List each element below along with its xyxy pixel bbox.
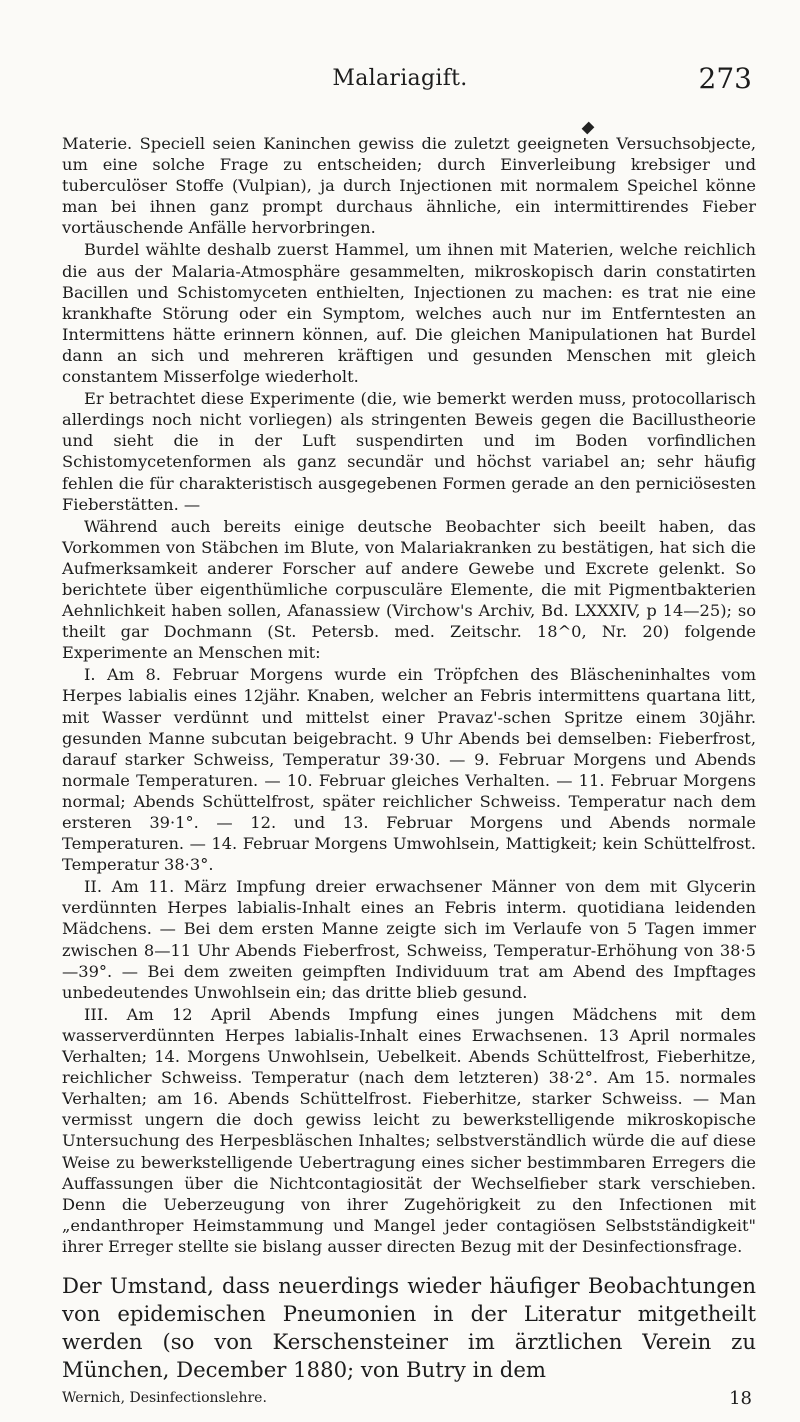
paragraph: I. Am 8. Februar Morgens wurde ein Tröpfchen des Bläscheninhaltes vom Herpes labialis eines 12jähr. Knaben, welcher an Febris intermittens quartana litt, mit Wasser verdünnt und mittelst einer Pravaz'-schen Spritze einem 30jähr. gesunden Manne subcutan beigebracht. 9 Uhr Abends bei demselben: Fieberfrost, darauf starker Schweiss, Temperatur 39·30. — 9. Februar Morgens und Abends normale Temperaturen. — 10. Februar gleiches Verhalten. — 11. Februar Morgens normal; Abends Schüttelfrost, später reichlicher Schweiss. Temperatur nach dem ersteren 39·1°. — 12. und 13. Februar Morgens und Abends normale Temperaturen. — 14. Februar Morgens Umwohlsein, Mattigkeit; kein Schüttelfrost. Temperatur 38·3°. [62,665,756,875]
page-header [0,62,800,106]
paragraph: II. Am 11. März Impfung dreier erwachsener Männer von dem mit Glycerin verdünnten Herpes labialis-Inhalt eines an Febris interm. quotidiana leidenden Mädchens. — Bei dem ersten Manne zeigte sich im Verlaufe von 5 Tagen immer zwischen 8—11 Uhr Abends Fieberfrost, Schweiss, Temperatur-Erhöhung von 38·5—39°. — Bei dem zweiten geimpften Individuum trat am Abend des Impftages unbedeutendes Unwohlsein ein; das dritte blieb gesund. [62,877,756,1002]
signature-text: Wernich, Desinfectionslehre. [62,1390,267,1406]
paragraph: III. Am 12 April Abends Impfung eines jungen Mädchens mit dem wasserverdünnten Herpes labialis-Inhalt eines Erwachsenen. 13 April normales Verhalten; 14. Morgens Unwohlsein, Uebelkeit. Abends Schüttelfrost, Fieberhitze, reichlicher Schweiss. Temperatur (nach dem letzteren) 38·2°. Am 15. normales Verhalten; am 16. Abends Schüttelfrost. Fieberhitze, starker Schweiss. — Man vermisst ungern die doch gewiss leicht zu bewerkstelligende mikroskopische Untersuchung des Herpesbläschen Inhaltes; selbstverständlich würde die auf diese Weise zu bewerkstelligende Uebertragung eines sicher bestimmbaren Erregers die Auffassungen über die Nichtcontagiosität der Wechselfieber stark verschieben. Denn die Ueberzeugung von ihrer Zugehörigkeit zu den Infectionen mit „endanthroper Heimstammung und Mangel jeder contagiösen Selbstständigkeit" ihrer Erreger stellte sie bislang ausser directen Bezug mit der Desinfectionsfrage. [62,1004,756,1256]
paragraph: Materie. Speciell seien Kaninchen gewiss die zuletzt geeigneten Versuchsobjecte, um eine solche Frage zu entscheiden; durch Einverleibung krebsiger und tuberculöser Stoffe (Vulpian), ja durch Injectionen mit normalem Speichel könne man bei ihnen ganz prompt durchaus ähnliche, ein intermittirendes Fieber vortäuschende Anfälle hervorbringen. [62,134,756,238]
paragraph: Er betrachtet diese Experimente (die, wie bemerkt werden muss, protocollarisch allerdings noch nicht vorliegen) als stringenten Beweis gegen die Bacillustheorie und sieht die in der Luft suspendirten und im Boden vorfindlichen Schistomycetenformen als ganz secundär und höchst variabel an; sehr häufig fehlen die für charakteristisch ausgegebenen Formen gerade an den perniciösesten Fieberstätten. — [62,389,756,514]
large-type-paragraph: Der Umstand, dass neuerdings wieder häufiger Beobachtungen von epidemischen Pneumonien in der Literatur mitgetheilt werden (so von Kerschensteiner im ärztlichen Verein zu München, December 1880; von Butry in dem [62,1273,756,1382]
page-footer [62,1388,756,1409]
page-number: 273 [698,62,752,95]
signature-number: 18 [729,1388,752,1409]
body-text [62,133,756,1258]
paragraph: Während auch bereits einige deutsche Beobachter sich beeilt haben, das Vorkommen von Stäbchen im Blute, von Malariakranken zu bestätigen, hat sich die Aufmerksamkeit anderer Forscher auf andere Gewebe und Excrete gelenkt. So berichtete über eigenthümliche corpusculäre Elemente, die mit Pigmentbakterien Aehnlichkeit haben sollen, Afanassiew (Virchow's Archiv, Bd. LXXXIV, p 14—25); so theilt gar Dochmann (St. Petersb. med. Zeitschr. 18^0, Nr. 20) folgende Experimente an Menschen mit: [62,516,756,663]
running-title: Malariagift. [332,66,468,91]
paragraph: Burdel wählte deshalb zuerst Hammel, um ihnen mit Materien, welche reichlich die aus der Malaria-Atmosphäre gesammelten, mikroskopisch darin constatirten Bacillen und Schistomyceten enthielten, Injectionen zu machen: es trat nie eine krankhafte Störung oder ein Symptom, welches auch nur im Entferntesten an Intermittens hätte erinnern können, auf. Die gleichen Manipulationen hat Burdel dann an sich und mehreren kräftigen und gesunden Menschen mit gleich constantem Misserfolge wiederholt. [62,240,756,387]
